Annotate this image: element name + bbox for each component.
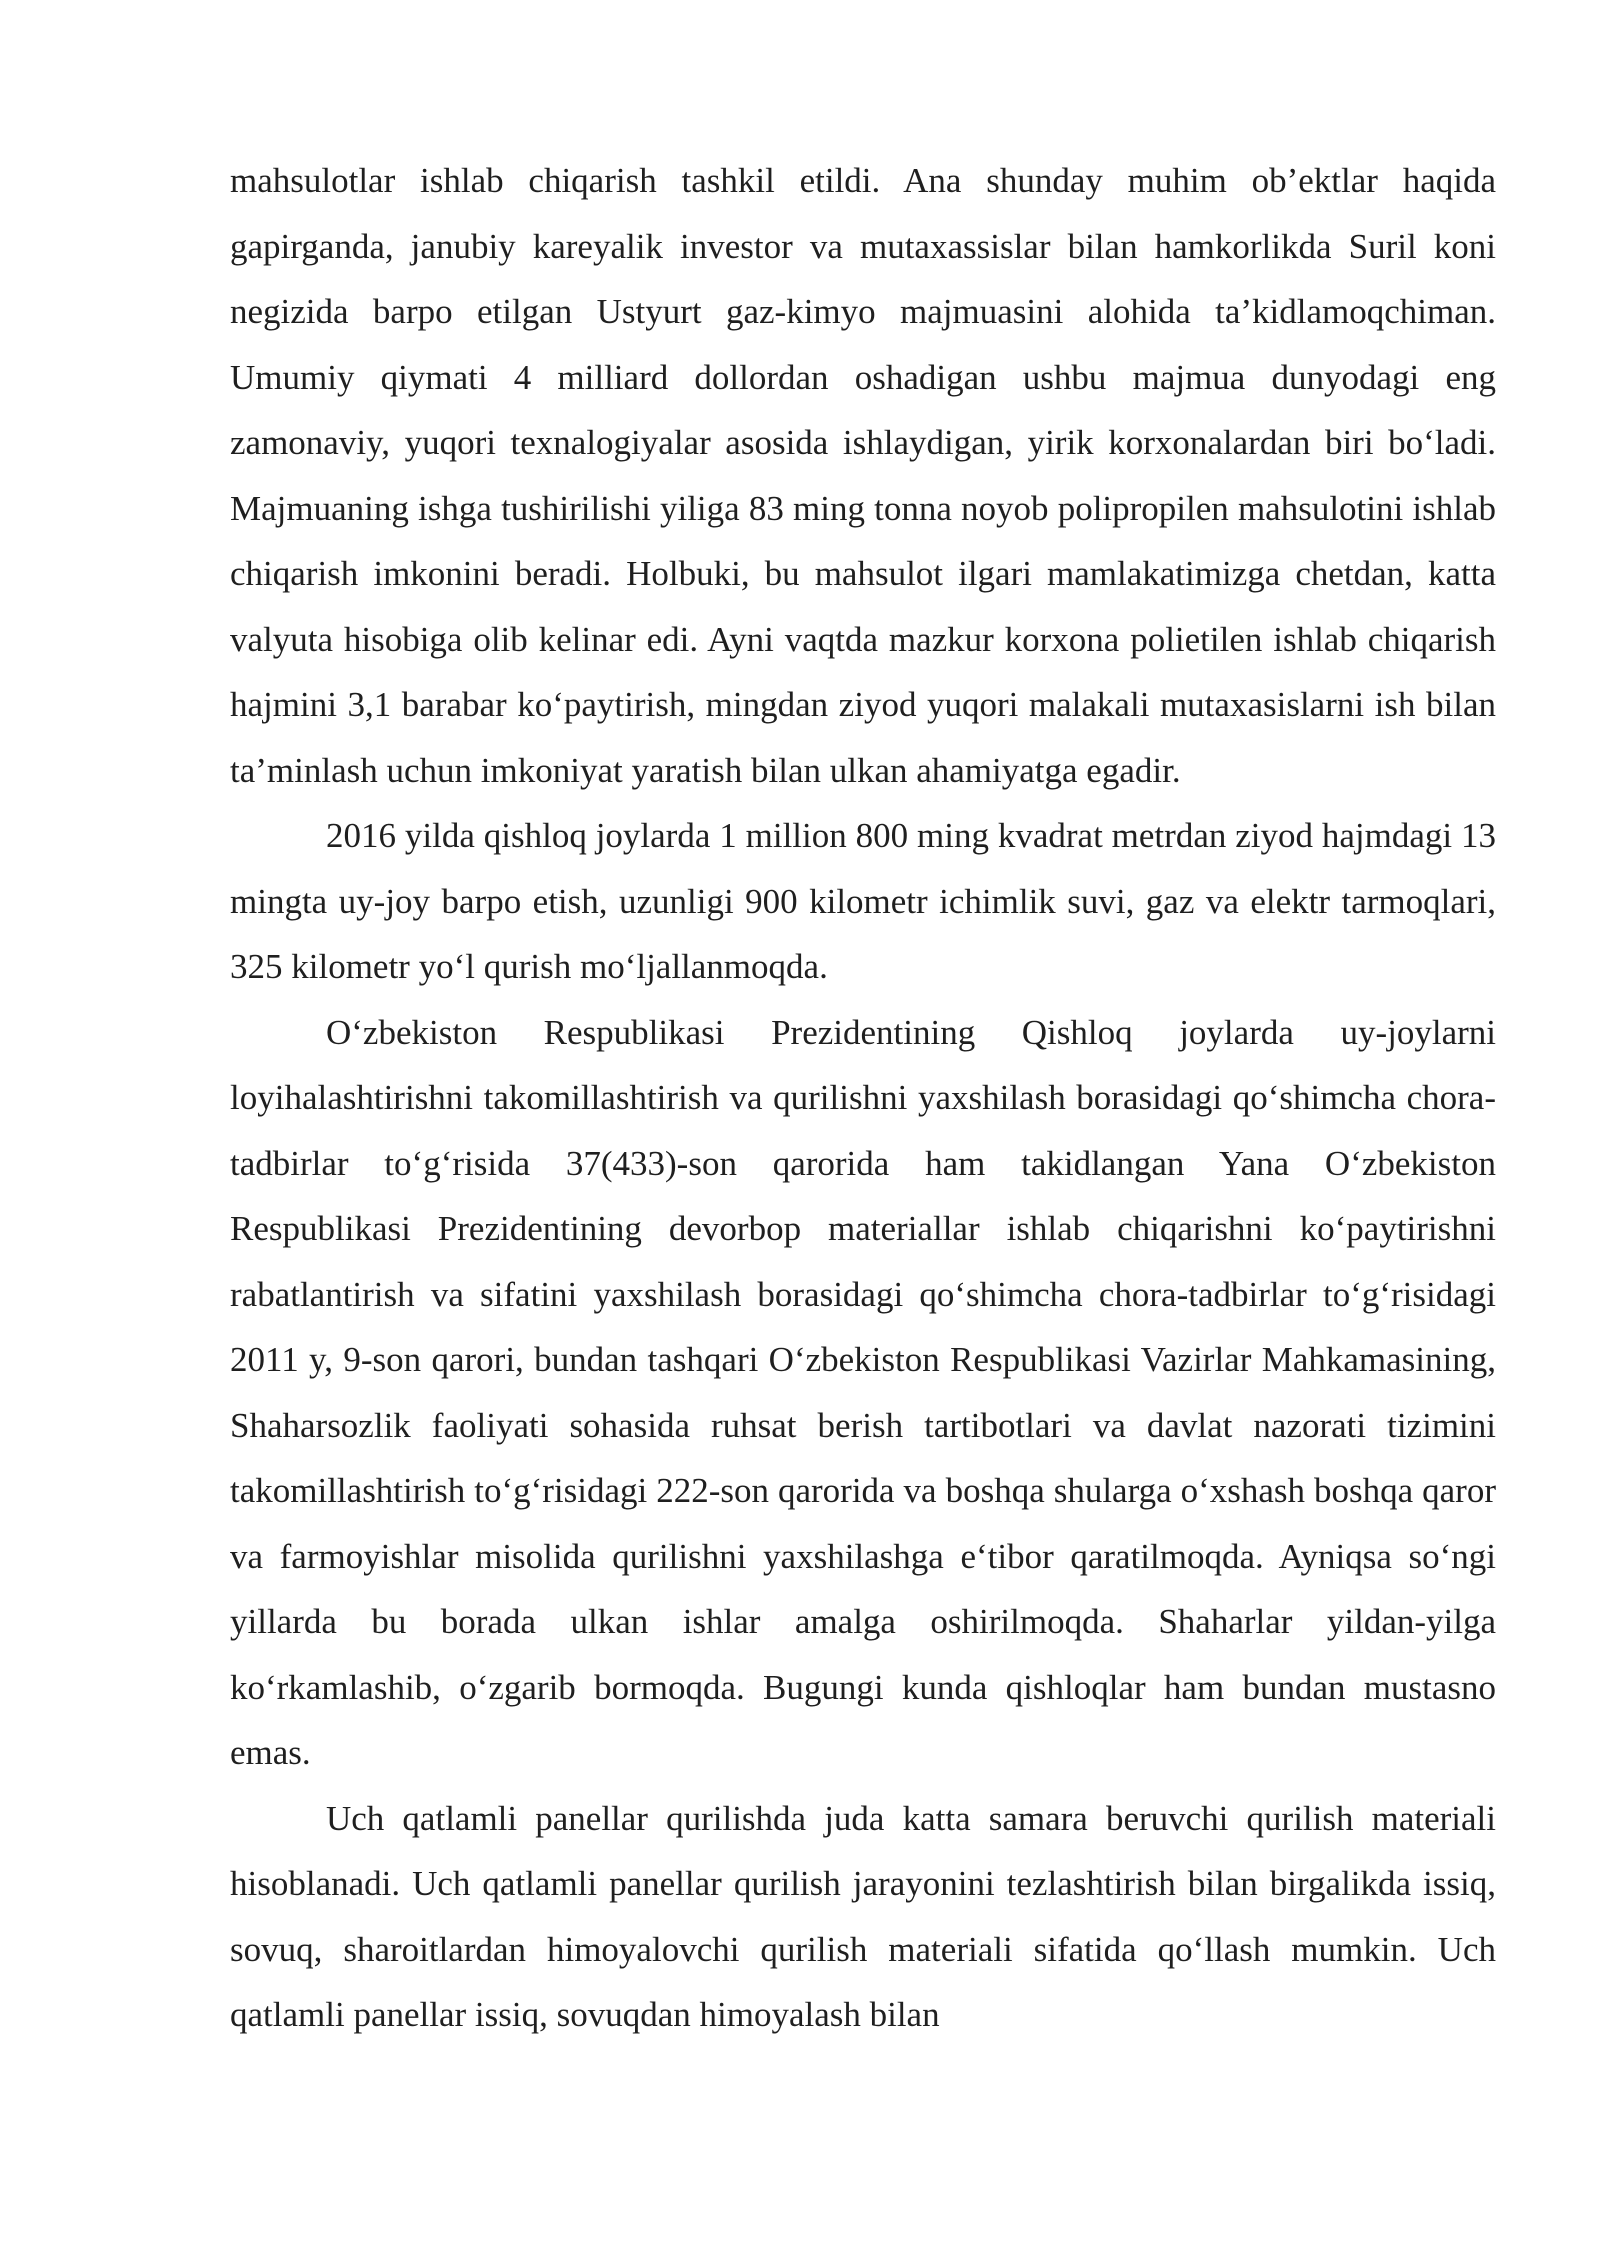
paragraph-presidential-decrees: O‘zbekiston Respublikasi Prezidentining Qishloq joylarda uy-joylarni loyihalashtirishni takomillashtirish va qurilishni yaxshilash borasidagi qo‘shimcha chora-tadbirlar to‘g‘risida 37(433)-son qarorida ham takidlangan Yana O‘zbekiston Respublikasi Prezidentining devorbop materiallar ishlab chiqarishni ko‘paytirishni rabatlantirish va sifatini yaxshilash borasidagi qo‘shimcha chora-tadbirlar to‘g‘risidagi 2011 y, 9-son qarori, bundan tashqari O‘zbekiston Respublikasi Vazirlar Mahkamasining, Shaharsozlik faoliyati sohasida ruhsat berish tartibotlari va davlat nazorati tizimini takomillashtirish to‘g‘risidagi 222-son qarorida va boshqa shularga o‘xshash boshqa qaror va farmoyishlar misolida qurilishni yaxshilashga e‘tibor qaratilmoqda. Ayniqsa so‘ngi yillarda bu borada ulkan ishlar amalga oshirilmoqda. Shaharlar yildan-yilga ko‘rkamlashib, o‘zgarib bormoqda. Bugungi kunda qishloqlar ham bundan mustasno emas. [230, 1012, 1496, 1772]
paragraph-continuation: mahsulotlar ishlab chiqarish tashkil etildi. Ana shunday muhim ob’ektlar haqida gapirganda, janubiy kareyalik investor va mutaxassislar bilan hamkorlikda Suril koni negizida barpo etilgan Ustyurt gaz-kimyo majmuasini alohida ta’kidlamoqchiman. Umumiy qiymati 4 milliard dollordan oshadigan ushbu majmua dunyodagi eng zamonaviy, yuqori texnalogiyalar asosida ishlaydigan, yirik korxonalardan biri bo‘ladi. Majmuaning ishga tushirilishi yiliga 83 ming tonna noyob polipropilen mahsulotini ishlab chiqarish imkonini beradi. Holbuki, bu mahsulot ilgari mamlakatimizga chetdan, katta valyuta hisobiga olib kelinar edi. Ayni vaqtda mazkur korxona polietilen ishlab chiqarish hajmini 3,1 barabar ko‘paytirish, mingdan ziyod yuqori malakali mutaxasislarni ish bilan ta’minlash uchun imkoniyat yaratish bilan ulkan ahamiyatga egadir. [230, 161, 1496, 790]
document-page [230, 148, 1496, 2048]
paragraph-three-layer-panels: Uch qatlamli panellar qurilishda juda katta samara beruvchi qurilish materiali hisoblanadi. Uch qatlamli panellar qurilish jarayonini tezlashtirish bilan birgalikda issiq, sovuq, sharoitlardan himoyalovchi qurilish materiali sifatida qo‘llash mumkin. Uch qatlamli panellar issiq, sovuqdan himoyalash bilan [230, 1798, 1496, 2034]
paragraph-housing-plan: 2016 yilda qishloq joylarda 1 million 800 ming kvadrat metrdan ziyod hajmdagi 13 mingta uy-joy barpo etish, uzunligi 900 kilometr ichimlik suvi, gaz va elektr tarmoqlari, 325 kilometr yo‘l qurish mo‘ljallanmoqda. [230, 816, 1496, 986]
